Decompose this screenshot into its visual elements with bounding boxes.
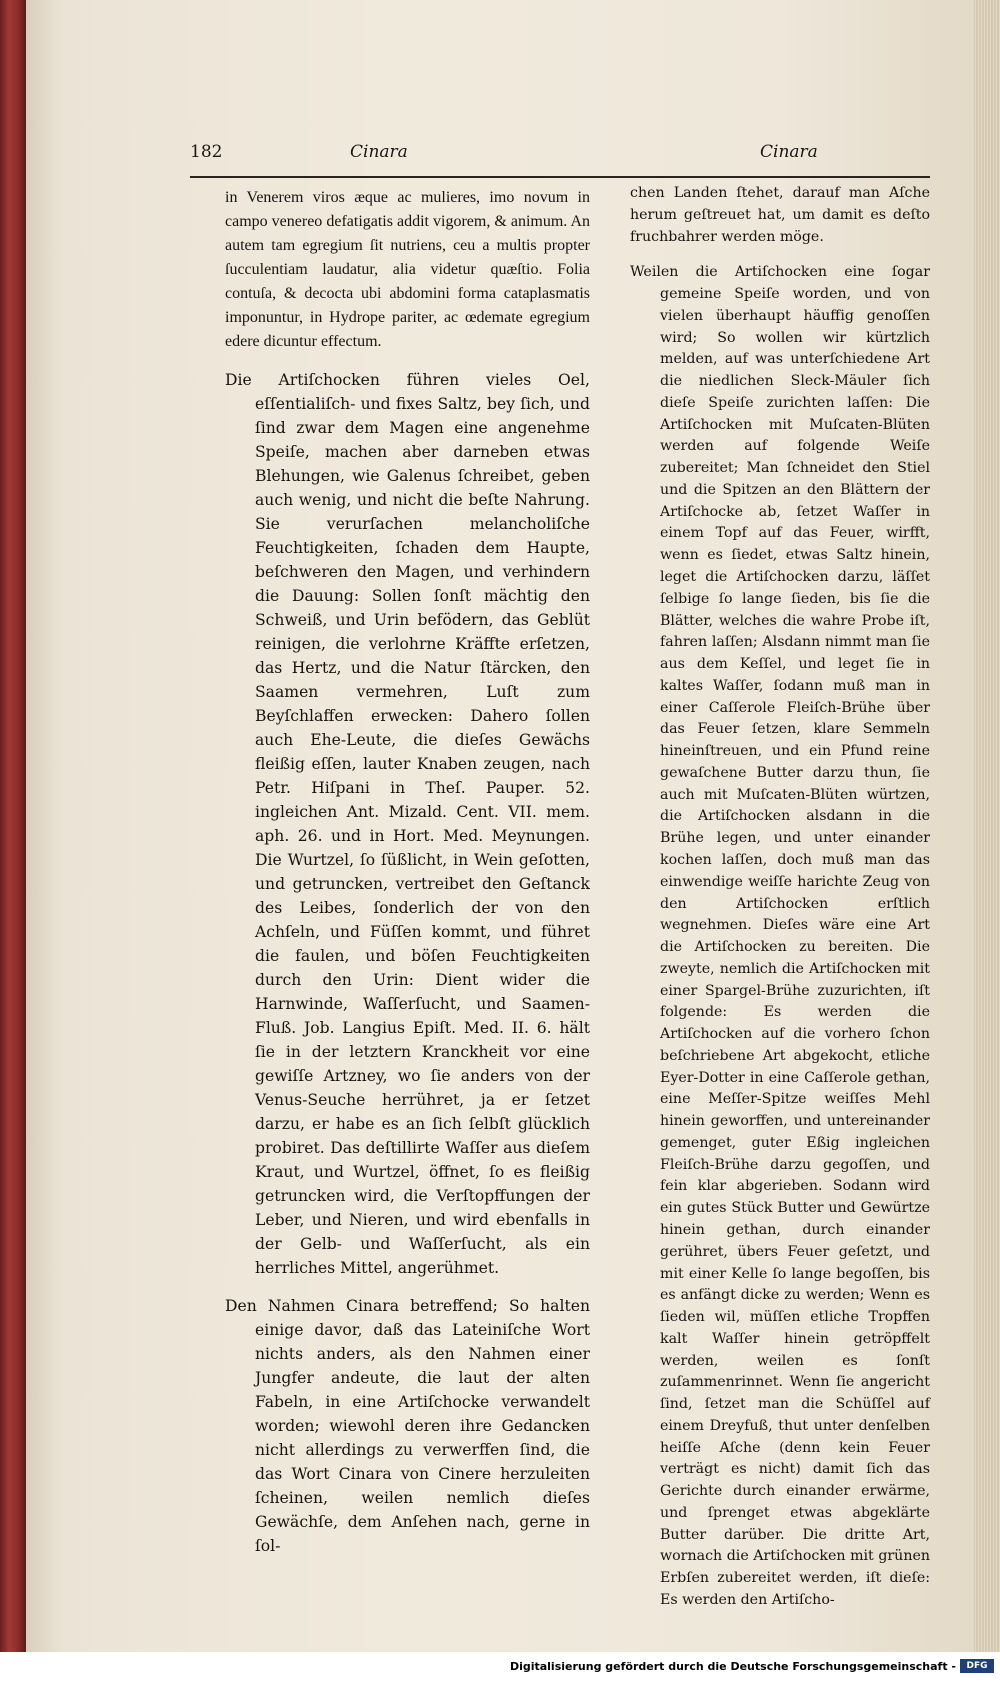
page-number: 182 (190, 142, 223, 162)
right-column (630, 186, 930, 1626)
footer-credit: Digitalisierung gefördert durch die Deutsche Forschungsgemeinschaft - (509, 1660, 956, 1673)
running-head-right: Cinara (760, 142, 818, 162)
latin-paragraph: in Venerem viros æque ac mulieres, imo novum in campo venereo defatigatis addit vigorem, & animum. An autem tam egregium ſit nutriens, ceu a multis propter ſucculentiam laudatur, alia videtur quæſtio. Folia contuſa, & decocta ubi abdomini forma cataplasmatis imponuntur, in Hydrope pariter, ac œdemate egregium edere dicuntur effectum. (225, 189, 590, 350)
page-header (190, 142, 930, 166)
left-column (225, 186, 590, 1572)
header-rule (190, 176, 930, 178)
page-edge (974, 0, 1000, 1652)
running-head-left: Cinara (350, 142, 408, 162)
paragraph-name-origin: Den Nahmen Cinara betreffend; So halten einige davor, daß das Lateiniſche Wort nichts anders, als den Nahmen einer Jungfer andeute, die laut der alten Fabeln, in eine Artiſchocke verwandelt worden; wiewohl deren ihre Gedancken nicht allerdings zu verwerffen ſind, die das Wort Cinara von Cinere herzuleiten ſcheinen, weilen nemlich dieſes Gewächſe, dem Anſehen nach, gerne in ſol- (225, 1297, 590, 1555)
paragraph-recipes: Weilen die Artiſchocken eine ſogar gemeine Speiſe worden, und von vielen überhaupt häuffig genoſſen wird; So wollen wir kürtzlich melden, auf was unterſchiedene Art die niedlichen Sleck-Mäuler ſich dieſe Speiſe zurichten laſſen: Die Artiſchocken mit Muſcaten-Blüten werden auf folgende Weiſe zubereitet; Man ſchneidet den Stiel und die Spitzen an den Blättern der Artiſchocke ab, ſetzet Waſſer in einem Topf auf das Feuer, wirfft, wenn es ſiedet, etwas Saltz hinein, leget die Artiſchocken darzu, läſſet ſelbige ſo lange ſieden, bis ſie die Blätter, welches die wahre Probe iſt, fahren laſſen; Alsdann nimmt man ſie aus dem Keſſel, und leget ſie in kaltes Waſſer, ſodann muß man in einer Caſſerole Fleiſch-Brühe über das Feuer ſetzen, klare Semmeln hineinſtreuen, und ein Pfund reine gewaſchene Butter darzu thun, ſie auch mit Muſcaten-Blüten würtzen, die Artiſchocken alsdann in die Brühe legen, und unter einander kochen laſſen, doch muß man das einwendige weiſſe harichte Zeug von den Artiſchocken erſtlich wegnehmen. Dieſes wäre eine Art die Artiſchocken zu bereiten. Die zweyte, nemlich die Artiſchocken mit einer Spargel-Brühe zuzurichten, iſt folgende: Es werden die Artiſchocken auf die vorhero ſchon beſchriebene Art abgekocht, etliche Eyer-Dotter in eine Caſſerole gethan, eine Meſſer-Spitze weiſſes Mehl hinein geworffen, und untereinander gemenget, guter Eßig ingleichen Fleiſch-Brühe darzu gegoſſen, und fein klar abgerieben. Sodann wird ein gutes Stück Butter und Gewürtze hinein gethan, durch einander gerühret, übers Feuer geſetzt, und mit einer Kelle ſo lange begoſſen, bis es anfängt dicke zu werden; Wenn es ſieden wil, müſſen etliche Tropffen kalt Waſſer hinein getröpffelt werden, weilen es ſonſt zuſammenrinnet. Wenn ſie angericht ſind, ſetzet man die Schüſſel auf einem Dreyfuß, thut unter denſelben heiſſe Aſche (denn kein Feuer verträgt es nicht) damit ſich das Gerichte durch einander erwärme, und ſprenget etwas abgeklärte Butter darüber. Die dritte Art, wornach die Artiſchocken mit grünen Erbſen zubereitet werden, iſt dieſe: Es werden den Artiſcho- (630, 264, 930, 1608)
book-binding (0, 0, 26, 1652)
dfg-logo-icon: DFG (960, 1659, 994, 1673)
paragraph-continuation: chen Landen ſtehet, darauf man Aſche herum geſtreuet hat, um damit es deſto fruchbahrer werden möge. (630, 185, 930, 245)
paragraph-properties: Die Artiſchocken führen vieles Oel, eſſentialiſch- und fixes Saltz, bey ſich, und ſind zwar dem Magen eine angenehme Speiſe, machen aber darneben etwas Blehungen, wie Galenus ſchreibet, geben auch wenig, und nicht die beſte Nahrung. Sie verurſachen melancholiſche Feuchtigkeiten, ſchaden dem Haupte, beſchweren den Magen, und verhindern die Dauung: Sollen ſonſt mächtig den Schweiß, und Urin befödern, das Geblüt reinigen, die verlohrne Kräffte erſetzen, das Hertz, und die Natur ſtärcken, den Saamen vermehren, Luſt zum Beyſchlaffen erwecken: Dahero ſollen auch Ehe-Leute, die dieſes Gewächs fleißig eſſen, lauter Knaben zeugen, nach Petr. Hiſpani in Theſ. Pauper. 52. ingleichen Ant. Mizald. Cent. VII. mem. aph. 26. und in Hort. Med. Meynungen. Die Wurtzel, ſo ſüßlicht, in Wein geſotten, und getruncken, vertreibet den Geſtanck des Leibes, ſonderlich der von den Achſeln, und Füſſen kommt, und führet die faulen, und böſen Feuchtigkeiten durch den Urin: Dient wider die Harnwinde, Waſſerſucht, und Saamen-Fluß. Job. Langius Epiſt. Med. II. 6. hält ſie in der letztern Kranckheit vor eine gewiſſe Artzney, wo ſie anders von der Venus-Seuche herrühret, ja er ſetzet darzu, er habe es an ſich ſelbſt glücklich probiret. Das deſtillirte Waſſer aus dieſem Kraut, und Wurtzel, öffnet, ſo es fleißig getruncken wird, die Verſtopffungen der Leber, und Nieren, und wird ebenfalls in der Gelb- und Waſſerſucht, als ein herrliches Mittel, angerühmet. (225, 371, 590, 1277)
